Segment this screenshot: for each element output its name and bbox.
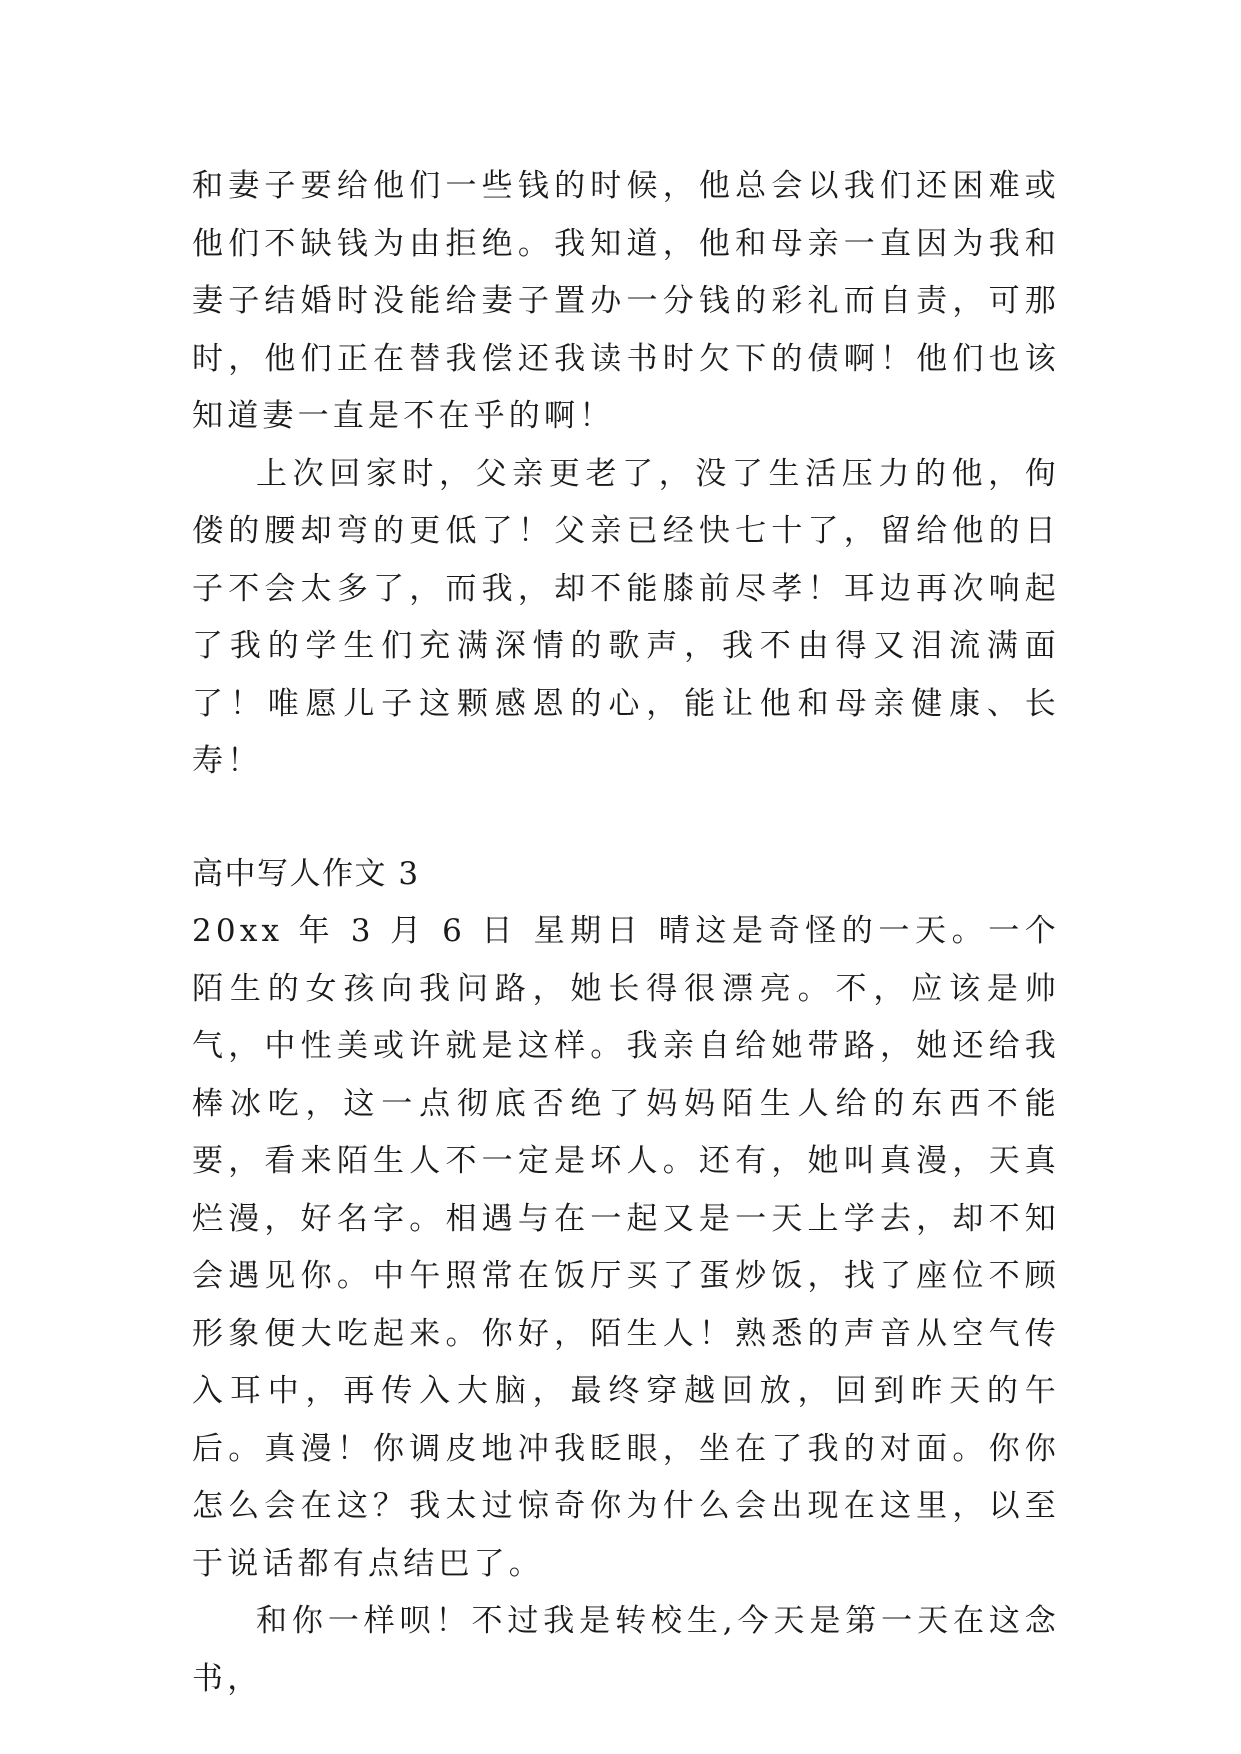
paragraph-4: 和你一样呗！不过我是转校生,今天是第一天在这念书， [192, 1603, 1060, 1697]
essay-title: 高中写人作文 3 [192, 855, 420, 892]
paragraph-3: 20xx 年 3 月 6 日 星期日 晴这是奇怪的一天。一个陌生的女孩向我问路，她长得很漂亮。不，应该是帅气，中性美或许就是这样。我亲自给她带路，她还给我棒冰吃，这一点彻底否绝了妈妈陌生人给的东西不能要，看来陌生人不一定是坏人。还有，她叫真漫，天真烂漫，好名字。相遇与在一起又是一天上学去，却不知会遇见你。中午照常在饭厅买了蛋炒饭，找了座位不顾形象便大吃起来。你好，陌生人！熟悉的声音从空气传入耳中，再传入大脑，最终穿越回放，回到昨天的午后。真漫！你调皮地冲我眨眼，坐在了我的对面。你你怎么会在这？我太过惊奇你为什么会出现在这里，以至于说话都有点结巴了。 [192, 913, 1060, 1582]
paragraph-1: 和妻子要给他们一些钱的时候，他总会以我们还困难或他们不缺钱为由拒绝。我知道，他和母亲一直因为我和妻子结婚时没能给妻子置办一分钱的彩礼而自责，可那时，他们正在替我偿还我读书时欠下的债啊！他们也该知道妻一直是不在乎的啊！ [192, 168, 1060, 434]
paragraph-2: 上次回家时，父亲更老了，没了生活压力的他，佝偻的腰却弯的更低了！父亲已经快七十了，留给他的日子不会太多了，而我，却不能膝前尽孝！耳边再次响起了我的学生们充满深情的歌声，我不由得又泪流满面了！唯愿儿子这颗感恩的心，能让他和母亲健康、长寿！ [192, 455, 1060, 779]
document-body [192, 158, 1060, 1708]
